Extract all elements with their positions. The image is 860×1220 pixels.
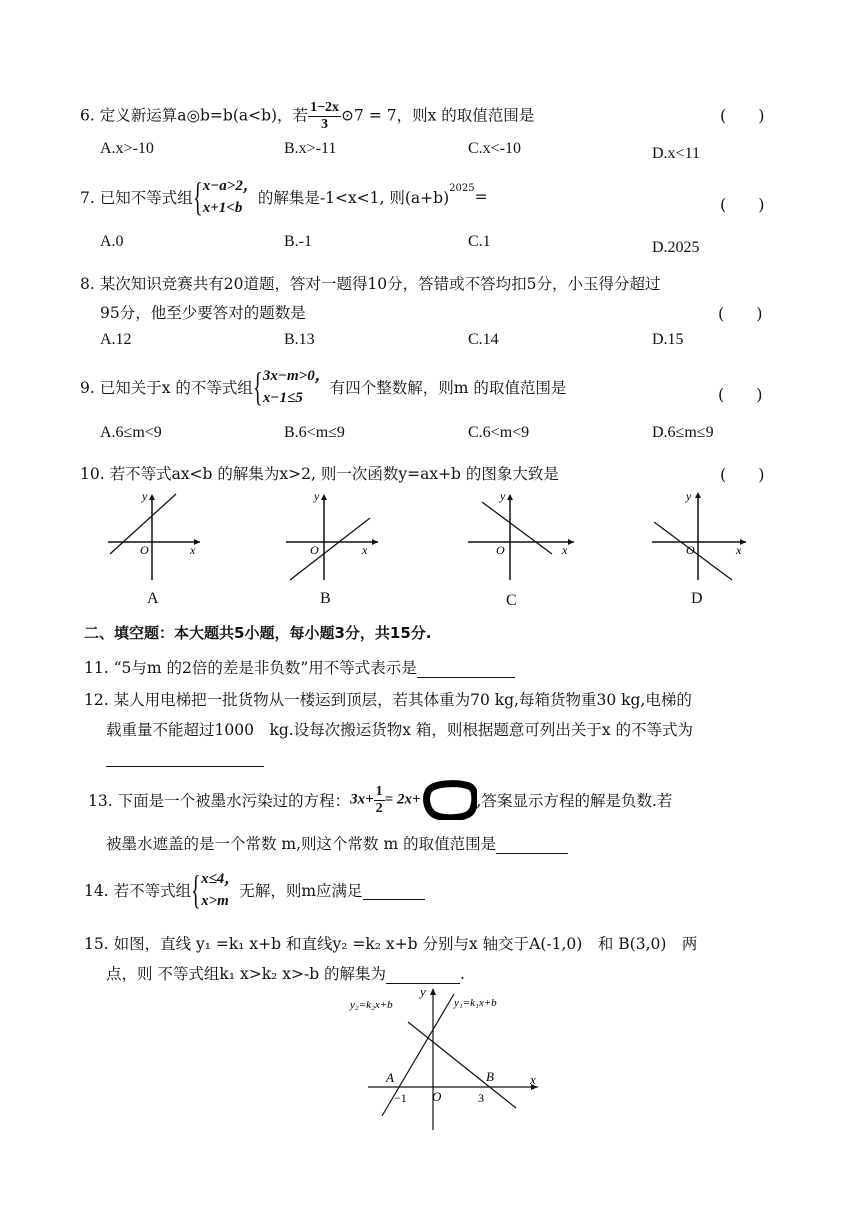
- graph-b-origin: O: [310, 543, 319, 557]
- q14-stem-b: 无解，则m应满足: [239, 882, 363, 900]
- graph-b-y-arrow-icon: [321, 494, 327, 500]
- graph-c-y-arrow-icon: [507, 494, 513, 500]
- q15-line1: 15. 如图，直线 y₁ =k₁ x+b 和直线y₂ =k₂ x+b 分别与x 轴交于A(-1,0) 和 B(3,0) 两: [84, 935, 698, 953]
- fig-x-label: x: [530, 1072, 536, 1087]
- q9-option-b[interactable]: B.6<m≤9: [284, 424, 345, 441]
- q10-stem: 10. 若不等式ax<b 的解集为x>2, 则一次函数y=ax+b 的图象大致是: [80, 465, 559, 483]
- q8-option-b[interactable]: B.13: [284, 331, 315, 348]
- fig-tick-neg1: −1: [394, 1091, 407, 1105]
- q7-answer-paren[interactable]: ( ): [720, 195, 765, 214]
- q12-line1: 12. 某人用电梯把一批货物从一楼运到顶层，若其体重为70 kg,每箱货物重30 kg,电梯的: [84, 691, 692, 709]
- q13-line2-text: 被墨水遮盖的是一个常数 m,则这个常数 m 的取值范围是: [106, 835, 497, 853]
- graph-d-y-label: y: [686, 489, 692, 503]
- q13-stem: [88, 780, 672, 826]
- graph-b-x-arrow-icon: [372, 539, 378, 545]
- fig-origin: O: [432, 1089, 442, 1104]
- q13-eq-right: = 2x+: [384, 791, 421, 808]
- fig-point-b: B: [486, 1069, 494, 1084]
- q6-answer-paren[interactable]: ( ): [720, 106, 765, 125]
- q9-answer-paren[interactable]: ( ): [718, 385, 763, 404]
- q13-fraction: [374, 784, 385, 817]
- q13-answer-blank[interactable]: [496, 835, 568, 854]
- q10-graph-d[interactable]: [646, 486, 756, 582]
- q13-stem-b: ,答案显示方程的解是负数.若: [476, 792, 673, 810]
- q12-answer-blank[interactable]: [106, 748, 264, 767]
- q12-line2: 载重量不能超过1000 kg.设每次搬运货物x 箱，则根据题意可列出关于x 的不等式为: [106, 721, 694, 739]
- graph-c-origin: O: [496, 543, 505, 557]
- q10-graph-c[interactable]: [462, 488, 582, 584]
- q6-stem-a: 6. 定义新运算a◎b=b(a<b)，若: [80, 106, 309, 125]
- q8-option-c[interactable]: C.14: [468, 331, 499, 348]
- q7-exponent: 2025: [449, 183, 475, 194]
- q6-option-b[interactable]: B.x>-11: [284, 140, 337, 157]
- q6-frac-num: 1−2x: [310, 100, 340, 115]
- q9-option-a[interactable]: A.6≤m<9: [100, 424, 162, 441]
- q15-line2-text: 点，则 不等式组k₁ x>k₂ x>-b 的解集为: [106, 965, 387, 983]
- q15-line2-end: .: [460, 965, 465, 983]
- q6-fraction: [308, 100, 341, 133]
- graph-c-x-label: x: [562, 543, 568, 557]
- q9-system: [253, 365, 330, 409]
- q6-stem: [80, 100, 534, 133]
- q7-ineq-1: x−a>2，: [202, 178, 258, 194]
- q7-option-a[interactable]: A.0: [100, 233, 124, 250]
- q13-frac-num: 1: [375, 783, 383, 799]
- q14-brace-icon: {: [191, 867, 201, 912]
- fig-point-a: A: [386, 1070, 394, 1085]
- q9-ineq-1: 3x−m>0，: [262, 368, 330, 384]
- q9-stem: [80, 365, 566, 415]
- q14-ineq-1: x≤4，: [201, 871, 240, 887]
- q8-answer-paren[interactable]: ( ): [718, 304, 763, 323]
- graph-b-y-label: y: [314, 489, 320, 503]
- q14-answer-blank[interactable]: [363, 881, 425, 900]
- q15-figure: [346, 984, 546, 1134]
- q6-stem-b: ⊙7 = 7，则x 的取值范围是: [341, 106, 535, 125]
- graph-c-y-label: y: [500, 489, 506, 503]
- fig-line-y1: [382, 994, 454, 1116]
- graph-b-line: [290, 518, 370, 580]
- fig-tick-3: 3: [478, 1091, 484, 1105]
- q14-stem-a: 14. 若不等式组: [84, 882, 192, 900]
- q14-system: [191, 868, 239, 912]
- q13-frac-den: 2: [375, 800, 383, 816]
- q11-answer-blank[interactable]: [417, 659, 515, 678]
- q6-option-a[interactable]: A.x>-10: [100, 140, 154, 157]
- q9-stem-b: 有四个整数解，则m 的取值范围是: [329, 379, 567, 397]
- graph-d-y-arrow-icon: [695, 492, 701, 498]
- graph-a-x-label: x: [190, 543, 196, 557]
- q6-frac-den: 3: [321, 117, 329, 132]
- q11-stem: [84, 656, 515, 678]
- q10-graph-a[interactable]: [100, 488, 210, 584]
- q10-graph-b-label: B: [320, 590, 331, 607]
- q6-option-d[interactable]: D.x<11: [652, 145, 700, 162]
- q7-brace-icon: {: [192, 174, 203, 219]
- q7-stem-a: 7. 已知不等式组: [80, 189, 193, 207]
- q9-brace-icon: {: [252, 364, 263, 409]
- q10-graph-d-label: D: [691, 590, 703, 607]
- q9-ineq-2: x−1≤5: [262, 390, 303, 406]
- q6-option-c[interactable]: C.x<-10: [468, 140, 522, 157]
- fig-y2-label: y₂=k₂x+b: [350, 999, 393, 1011]
- q9-option-d[interactable]: D.6≤m≤9: [652, 424, 714, 441]
- q9-option-c[interactable]: C.6<m<9: [468, 424, 530, 441]
- graph-c-x-arrow-icon: [568, 539, 574, 545]
- q7-option-c[interactable]: C.1: [468, 233, 491, 250]
- graph-c-line: [482, 502, 552, 554]
- q15-answer-blank[interactable]: [386, 965, 460, 984]
- q7-stem-c: =: [474, 188, 488, 206]
- q10-graph-c-label: C: [506, 592, 517, 609]
- q9-stem-a: 9. 已知关于x 的不等式组: [80, 379, 253, 397]
- ink-blot-icon: [421, 780, 477, 820]
- graph-d-origin: O: [686, 543, 695, 557]
- q14-stem: [84, 868, 425, 918]
- q8-option-a[interactable]: A.12: [100, 331, 132, 348]
- fig-line-y2: [408, 1022, 516, 1108]
- q8-line1: 8. 某次知识竞赛共有20道题，答对一题得10分，答错或不答均扣5分，小玉得分超过: [80, 275, 661, 293]
- q14-ineq-2: x>m: [201, 893, 229, 909]
- q7-option-b[interactable]: B.-1: [284, 233, 312, 250]
- q7-option-d[interactable]: D.2025: [652, 239, 700, 256]
- q11-text: 11. “5与m 的2倍的差是非负数”用不等式表示是: [84, 659, 417, 677]
- q13-eq-left: 3x+: [350, 791, 374, 808]
- graph-b-x-label: x: [362, 543, 368, 557]
- q10-answer-paren[interactable]: ( ): [720, 465, 765, 484]
- q15-line2: [106, 962, 465, 984]
- q13-stem-a: 13. 下面是一个被墨水污染过的方程：: [88, 792, 351, 810]
- q8-line2: 95分，他至少要答对的题数是: [100, 304, 306, 322]
- fig-y1-label: y₁=k₁x+b: [454, 997, 497, 1009]
- graph-a-y-label: y: [142, 489, 148, 503]
- q7-ineq-2: x+1<b: [202, 200, 243, 216]
- q13-line2: [106, 832, 568, 854]
- q10-graph-a-label: A: [147, 590, 159, 607]
- graph-a-y-arrow-icon: [149, 494, 155, 500]
- q7-system: [193, 175, 258, 219]
- q8-option-d[interactable]: D.15: [652, 331, 684, 348]
- fig-y-label: y: [420, 984, 426, 999]
- section2-heading: 二、填空题：本大题共5小题，每小题3分，共15分.: [84, 624, 432, 642]
- fig-y-arrow-icon: [430, 988, 436, 995]
- q7-stem: [80, 175, 488, 225]
- q10-graph-b[interactable]: [278, 488, 388, 584]
- graph-d-x-label: x: [736, 543, 742, 557]
- q7-stem-b: 的解集是-1<x<1, 则(a+b): [257, 189, 450, 207]
- graph-a-origin: O: [140, 543, 149, 557]
